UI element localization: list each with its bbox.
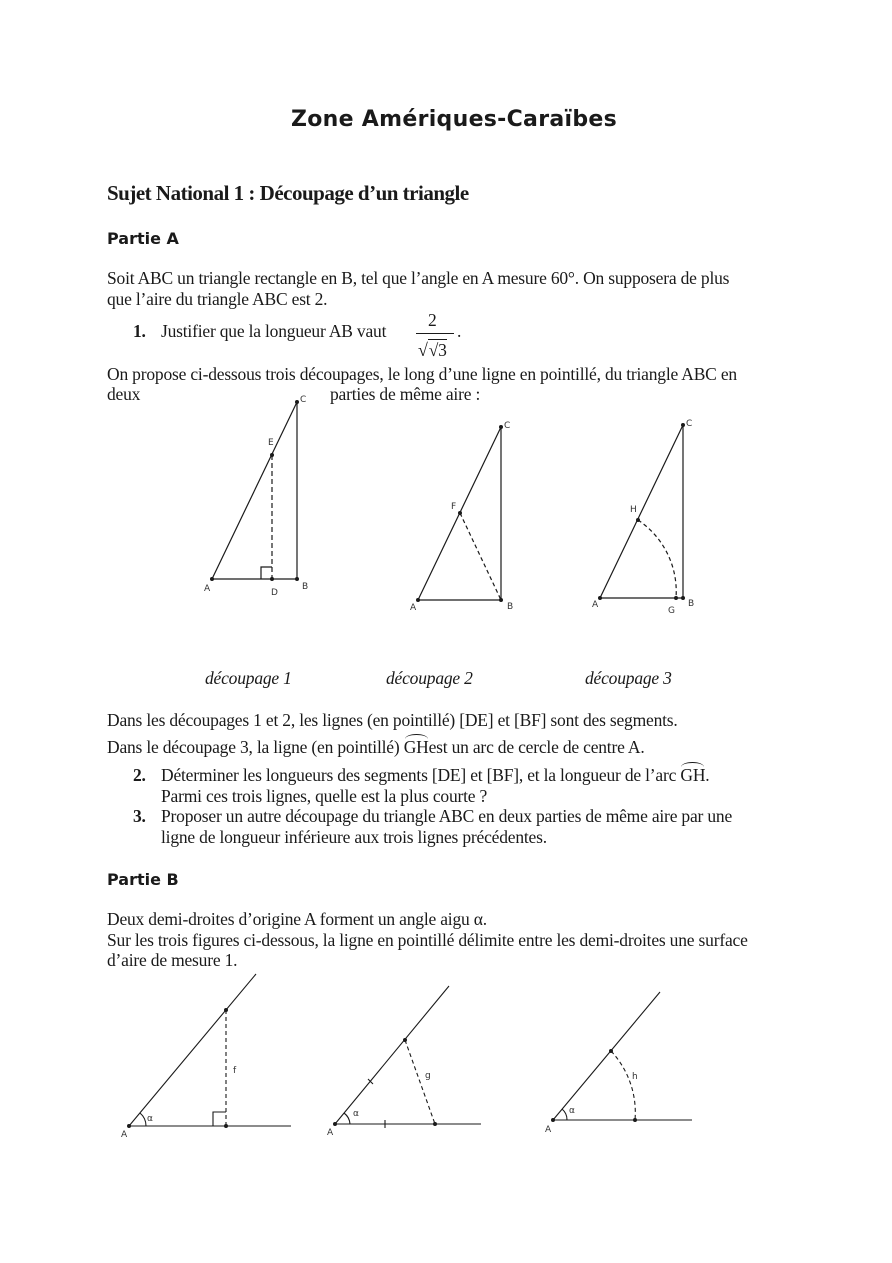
label-a-3: A: [592, 600, 599, 610]
label-g-3: G: [668, 606, 675, 616]
segments-line-1: Dans les découpages 1 et 2, les lignes (en pointillé) [DE] et [BF] sont des segments.: [107, 710, 678, 730]
part-b-line-3: d’aire de mesure 1.: [107, 950, 238, 970]
label-c-1: C: [300, 395, 307, 405]
figure-b-3: [553, 992, 692, 1120]
q3-line-2: ligne de longueur inférieure aux trois lignes précédentes.: [161, 827, 547, 847]
arc-gh-label-q2: GH: [680, 765, 706, 785]
q1-period: .: [457, 321, 462, 341]
label-a-2: A: [410, 603, 417, 613]
arc-gh-label: GH: [403, 737, 429, 757]
propose-line-2a: deux: [107, 384, 141, 404]
label-b1-a: A: [121, 1130, 128, 1140]
part-a-heading: Partie A: [107, 229, 179, 248]
part-b-line-2: Sur les trois figures ci-dessous, la ligne en pointillé délimite entre les demi-droites une surface: [107, 930, 748, 950]
figures-part-b: [0, 960, 892, 1160]
label-c-2: C: [504, 421, 511, 431]
caption-decoupage-2: découpage 2: [386, 668, 473, 688]
caption-decoupage-3: découpage 3: [585, 668, 672, 688]
label-b3-a: A: [545, 1125, 552, 1135]
q2-line-1: Déterminer les longueurs des segments [DE] et [BF], et la longueur de l’arc GH.: [161, 765, 710, 785]
caption-decoupage-1: découpage 1: [205, 668, 292, 688]
figure-b-1: [129, 974, 291, 1126]
subject-title: Sujet National 1 : Découpage d’un triangle: [107, 181, 469, 205]
q1-text: Justifier que la longueur AB vaut: [161, 321, 387, 341]
label-a-1: A: [204, 584, 211, 594]
part-b-heading: Partie B: [107, 870, 179, 889]
label-h: h: [632, 1072, 638, 1082]
label-c-3: C: [686, 419, 693, 429]
figure-decoupage-1: [212, 402, 297, 579]
q3-line-1: Proposer un autre découpage du triangle ABC en deux parties de même aire par une: [161, 806, 733, 826]
label-b-2: B: [507, 602, 514, 612]
label-f-2: F: [451, 502, 457, 512]
figure-b-2: [335, 986, 481, 1128]
label-f: f: [233, 1066, 237, 1076]
q1-numerator: 2: [428, 310, 437, 330]
q1-number: 1.: [133, 321, 146, 341]
propose-line-2b: parties de même aire :: [330, 384, 481, 404]
label-b2-alpha: α: [353, 1109, 359, 1119]
label-b-3: B: [688, 599, 695, 609]
label-b1-alpha: α: [147, 1114, 153, 1124]
label-e-1: E: [268, 438, 274, 448]
q3-number: 3.: [133, 806, 146, 826]
label-b-1: B: [302, 582, 309, 592]
page-title: Zone Amériques-Caraïbes: [290, 107, 618, 132]
intro-line-2: que l’aire du triangle ABC est 2.: [107, 289, 328, 309]
intro-line-1: Soit ABC un triangle rectangle en B, tel que l’angle en A mesure 60°. On supposera de plus: [107, 268, 730, 288]
q2-number: 2.: [133, 765, 146, 785]
label-h-3: H: [630, 505, 637, 515]
label-g: g: [425, 1071, 431, 1081]
part-b-line-1: Deux demi-droites d’origine A forment un angle aigu α.: [107, 909, 487, 929]
q2-line-2: Parmi ces trois lignes, quelle est la plus courte ?: [161, 786, 488, 806]
label-d-1: D: [271, 588, 278, 598]
figure-decoupage-3: [600, 425, 683, 598]
segments-line-2: Dans le découpage 3, la ligne (en pointillé) GHest un arc de cercle de centre A.: [107, 737, 645, 757]
label-b3-alpha: α: [569, 1106, 575, 1116]
propose-line-1: On propose ci-dessous trois découpages, le long d’une ligne en pointillé, du triangle ABC en: [107, 364, 737, 384]
q1-denominator: √√3: [418, 340, 447, 360]
label-b2-a: A: [327, 1128, 334, 1138]
